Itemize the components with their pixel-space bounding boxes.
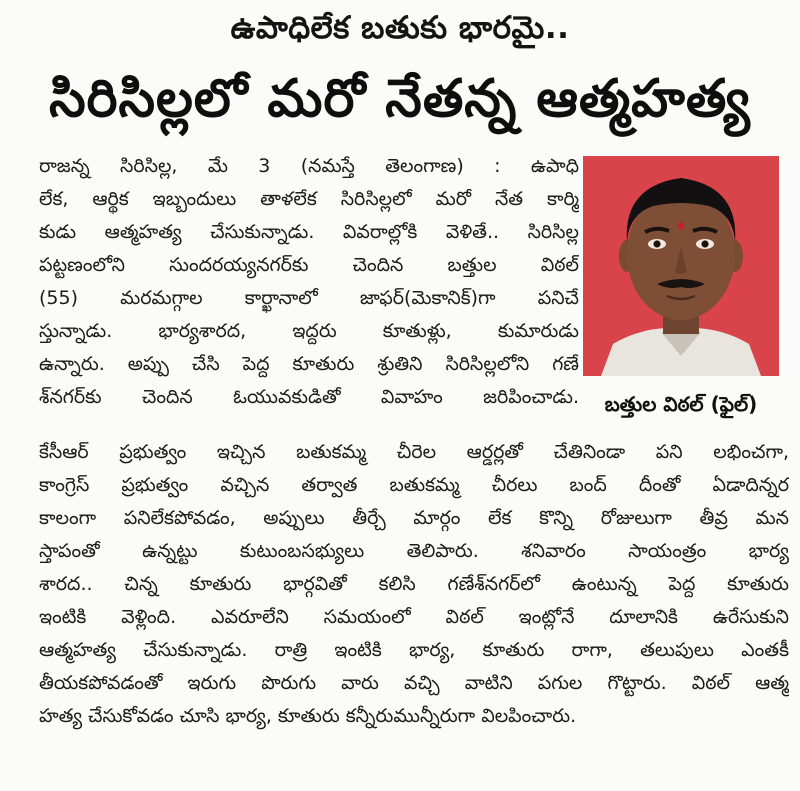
main-headline: సిరిసిల్లలో మరో నేతన్న ఆత్మహత్య xyxy=(49,69,751,129)
text-line: కుడు ఆత్మహత్య చేసుకున్నాడు. వివరాల్లోకి వెళితే.. సిరిసిల్ల xyxy=(39,221,579,243)
text-line: లేక, ఆర్థిక ఇబ్బందులు తాళలేక సిరిసిల్లలో మరో నేత కార్మి xyxy=(39,188,579,210)
text-line: పట్టణంలోని సుందరయ్యనగర్‌కు చెందిన బత్తుల విఠల్ xyxy=(39,254,579,276)
text-line: రాజన్న సిరిసిల్ల, మే 3 (నమస్తే తెలంగాణ) : ఉపాధి xyxy=(39,155,579,177)
text-line: స్తున్నాడు. భార్యశారద, ఇద్దరు కూతుళ్లు, కుమారుడు xyxy=(39,320,579,342)
text-line: శారద.. చిన్న కూతురు భార్గవితో కలిసి గణేశ్‌నగర్‌లో ఉంటున్న పెద్ద కూతురు xyxy=(39,573,789,595)
portrait-illustration xyxy=(583,156,779,376)
text-line: తీయకపోవడంతో ఇరుగు పొరుగు వారు వచ్చి వాటిని పగుల గొట్టారు. విఠల్ ఆత్మ xyxy=(39,672,789,694)
text-line: కేసీఆర్ ప్రభుత్వం ఇచ్చిన బతుకమ్మ చీరెల ఆర్డర్లతో చేతినిండా పని లభించగా, xyxy=(39,441,789,463)
main-paragraph xyxy=(39,436,789,733)
text-line: ఇంటికి వెళ్లింది. ఎవరూలేని సమయంలో విఠల్ ఇంట్లోనే దూలానికి ఉరేసుకుని xyxy=(39,606,789,628)
photo-caption: బత్తుల విఠల్ (ఫైల్) xyxy=(604,392,758,416)
text-line: కాంగ్రెస్ ప్రభుత్వం వచ్చిన తర్వాత బతుకమ్మ చీరలు బంద్ దీంతో ఏడాదిన్నర xyxy=(39,474,789,496)
text-line: ఉన్నారు. అప్పు చేసి పెద్ద కూతురు శ్రుతిని సిరిసిల్లలోని గణే xyxy=(39,353,579,375)
text-line: స్తాపంతో ఉన్నట్టు కుటుంబసభ్యులు తెలిపారు. శనివారం సాయంత్రం భార్య xyxy=(39,540,789,562)
portrait-photo xyxy=(583,156,779,376)
text-line: కాలంగా పనిలేకపోవడం, అప్పులు తీర్చే మార్గం లేక కొన్ని రోజులుగా తీవ్ర మన xyxy=(39,507,789,529)
text-line: శ్‌నగర్‌కు చెందిన ఓయువకుడితో వివాహం జరిపించాడు. xyxy=(39,386,579,408)
intro-paragraph xyxy=(39,150,579,414)
kicker-headline: ఉపాధిలేక బతుకు భారమై.. xyxy=(230,10,570,46)
text-line: (55) మరమగ్గాల కార్ఖానాలో జాఫర్(మెకానిక్)గా పనిచే xyxy=(39,287,579,309)
text-line: ఆత్మహత్య చేసుకున్నాడు. రాత్రి ఇంటికి భార్య, కూతురు రాగా, తలుపులు ఎంతకీ xyxy=(39,639,789,661)
text-line: హత్య చేసుకోవడం చూసి భార్య, కూతురు కన్నీరుమున్నీరుగా విలపించారు. xyxy=(39,705,577,727)
